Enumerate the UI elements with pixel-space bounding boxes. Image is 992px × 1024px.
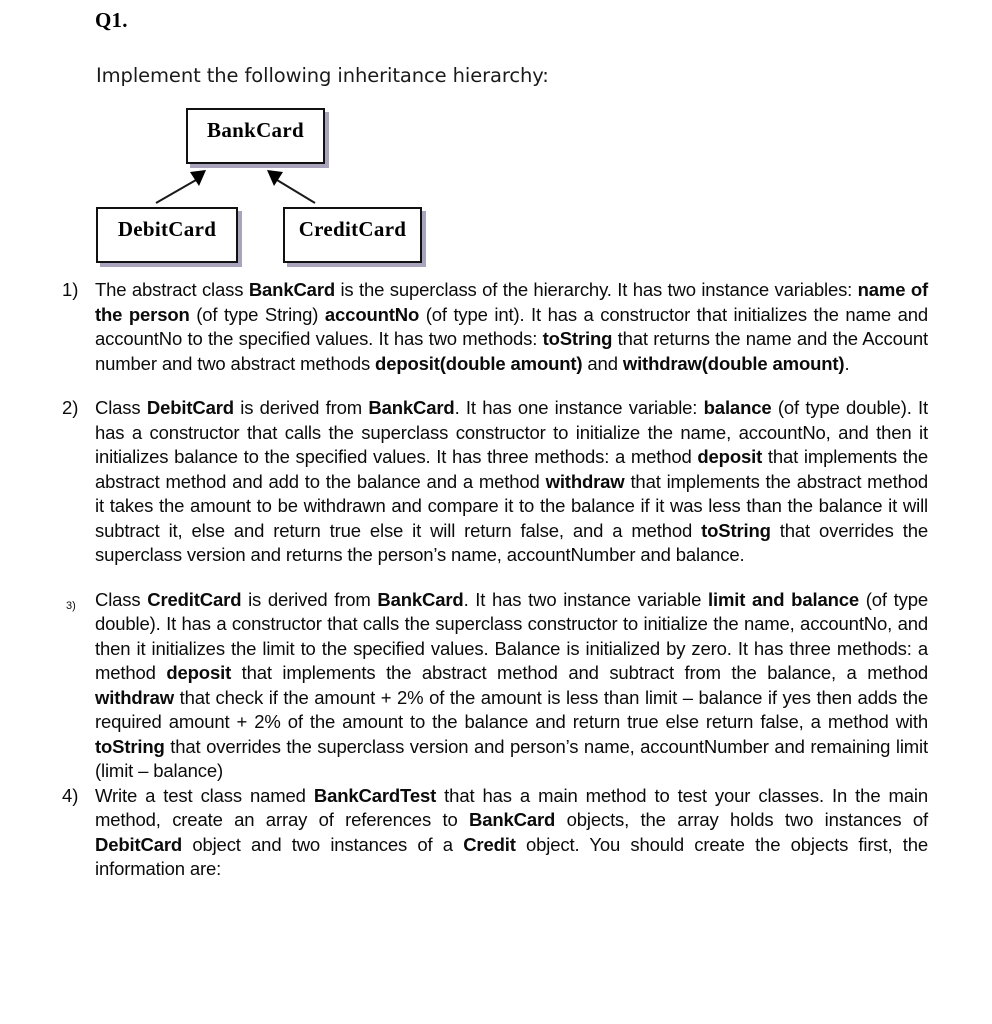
text-run: Class (95, 397, 147, 418)
text-run: . It has one instance variable: (454, 397, 704, 418)
emphasized-term: name of the person (95, 279, 928, 325)
emphasized-term: CreditCard (147, 588, 242, 610)
list-item-text (95, 784, 928, 882)
text-run: that overrides the superclass version and returns the person’s name, accountNumber and balance. (95, 519, 928, 565)
text-run: . (844, 352, 850, 374)
text-run: object and two instances of a (182, 833, 464, 855)
text-run: (of type double). It has a constructor that calls the superclass constructor to initialize the name, accountNo, and then it initializes balance to the specified values. It has three methods: a method (95, 397, 929, 467)
text-run: is derived from (233, 397, 369, 418)
emphasized-term: limit and balance (707, 588, 860, 610)
intro-instruction: Implement the following inheritance hierarchy: (96, 64, 549, 87)
emphasized-term: toString (701, 519, 771, 541)
uml-box-debitcard-label: DebitCard (117, 217, 217, 241)
text-run: . It has two instance variable (463, 588, 708, 610)
emphasized-term: DebitCard (146, 397, 234, 418)
text-run: and (582, 352, 623, 374)
text-run: that implements the abstract method it takes the amount to be withdrawn and compare it to the balance if it was less than the balance it will subtract it, else and return true else it will return false, and a method (95, 470, 928, 541)
uml-box-creditcard (283, 207, 422, 263)
list-item-text (95, 278, 928, 376)
emphasized-term: accountNo (324, 303, 420, 325)
list-item-text (95, 588, 928, 784)
emphasized-term: withdraw (545, 470, 625, 492)
text-run: that check if the amount + 2% of the amount is less than limit – balance if yes then adds the required amount + 2% of the amount to the balance and return true else return false, a method with (95, 686, 928, 732)
inheritance-diagram (0, 100, 992, 275)
list-item-text (95, 396, 928, 568)
text-run: that has a main method to test your classes. In the main method, create an array of references to (95, 784, 928, 830)
emphasized-term: withdraw(double amount) (622, 352, 845, 374)
list-item (0, 278, 992, 376)
text-run: (of type double). It has a constructor that calls the superclass constructor to initialize the name, accountNo, and then it initializes the limit to the specified values. Balance is initialized by zero. It has three methods: a method (95, 588, 929, 683)
uml-box-bankcard (186, 108, 325, 164)
emphasized-term: BankCardTest (313, 784, 437, 806)
text-run: Write a test class named (95, 784, 314, 806)
list-item (0, 588, 992, 784)
requirements-list (0, 278, 992, 902)
list-item-marker: 1) (62, 279, 79, 300)
emphasized-term: BankCard (469, 809, 556, 830)
emphasized-term: deposit (697, 446, 763, 467)
text-run: that implements the abstract method and subtract from the balance, a method (231, 662, 928, 683)
emphasized-term: deposit(double amount) (375, 352, 583, 374)
emphasized-term: toString (542, 328, 613, 349)
text-run: (of type String) (189, 303, 325, 325)
text-run: object. You should create the objects first, the information are: (95, 833, 928, 879)
emphasized-term: BankCard (377, 588, 464, 610)
emphasized-term: deposit (166, 662, 232, 683)
emphasized-term: BankCard (368, 397, 455, 418)
list-item (0, 784, 992, 882)
list-item (0, 396, 992, 568)
uml-box-bankcard-label: BankCard (207, 118, 304, 142)
uml-box-creditcard-label: CreditCard (298, 217, 407, 241)
page-title: Q1. (95, 8, 128, 32)
text-run: The abstract class (95, 279, 249, 300)
text-run: is derived from (241, 588, 378, 610)
emphasized-term: Credit (463, 833, 516, 855)
list-item-marker: 4) (62, 784, 79, 806)
list-item-marker: 2) (62, 397, 79, 418)
emphasized-term: balance (703, 397, 772, 418)
emphasized-term: toString (95, 735, 165, 757)
text-run: Class (95, 588, 148, 610)
uml-box-debitcard (96, 207, 238, 263)
text-run: that returns the name and the Account number and two abstract methods (95, 328, 928, 374)
text-run: that implements the abstract method and add to the balance and a method (95, 446, 928, 492)
text-run: (of type int). It has a constructor that initializes the name and accountNo to the specified values. It has two methods: (95, 303, 929, 349)
text-run: that overrides the superclass version and person’s name, accountNumber and remaining limit (limit – balance) (95, 735, 928, 781)
emphasized-term: BankCard (248, 279, 336, 300)
emphasized-term: withdraw (95, 686, 174, 708)
text-run: objects, the array holds two instances of (555, 809, 928, 830)
text-run: is the superclass of the hierarchy. It has two instance variables: (335, 279, 858, 300)
list-item-marker: 3) (66, 599, 76, 612)
emphasized-term: DebitCard (95, 833, 183, 855)
